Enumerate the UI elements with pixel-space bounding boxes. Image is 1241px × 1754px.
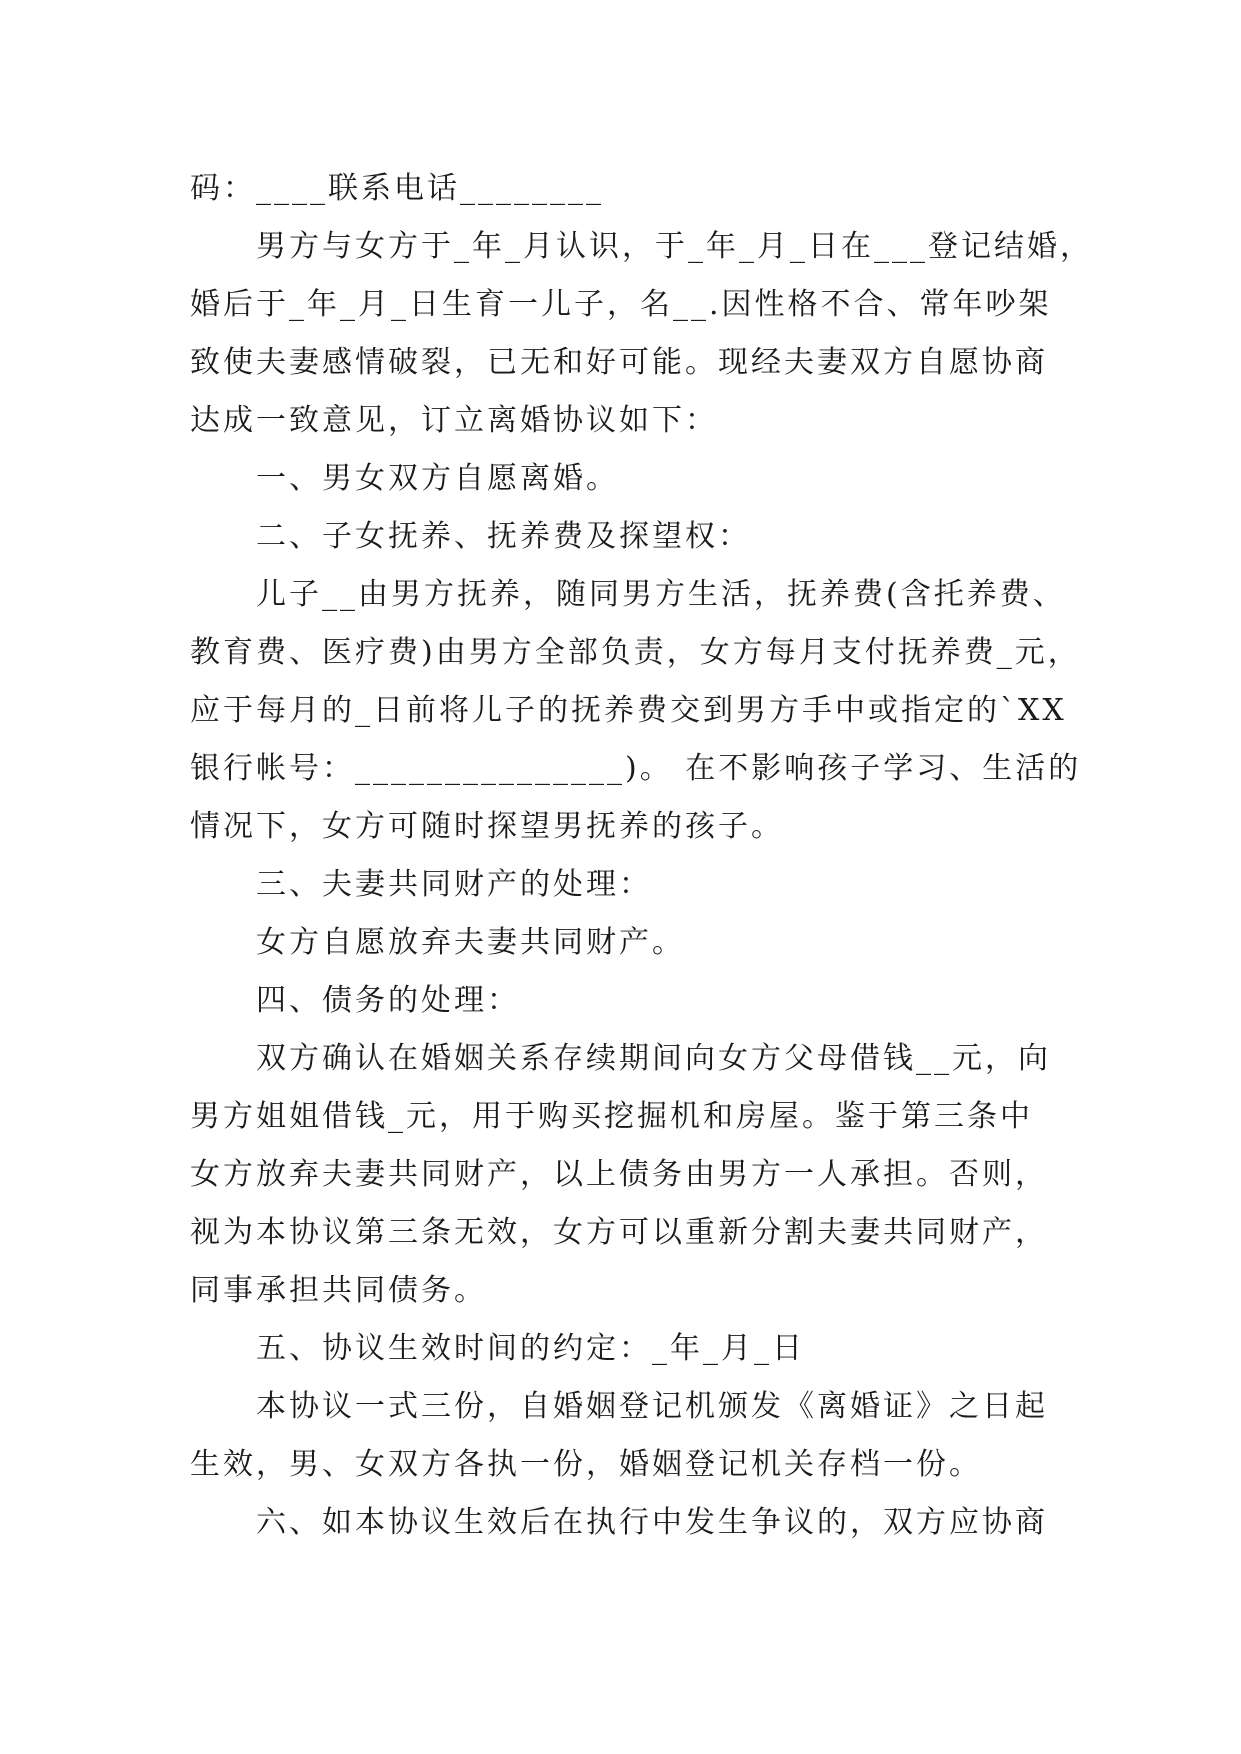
text-line: 同事承担共同债务。 [190, 1273, 487, 1308]
text-line: 致使夫妻感情破裂，已无和好可能。现经夫妻双方自愿协商 [190, 345, 1048, 380]
text-line: 生效，男、女双方各执一份，婚姻登记机关存档一份。 [190, 1447, 982, 1482]
text-line: 儿子__由男方抚养，随同男方生活，抚养费(含托养费、 [256, 577, 1066, 612]
text-line: 应于每月的_日前将儿子的抚养费交到男方手中或指定的`XX [190, 693, 1067, 728]
text-line: 女方放弃夫妻共同财产，以上债务由男方一人承担。否则， [190, 1157, 1048, 1192]
section-heading-6: 六、如本协议生效后在执行中发生争议的，双方应协商 [256, 1505, 1048, 1540]
section-heading-3: 三、夫妻共同财产的处理： [256, 867, 652, 902]
section-heading-5: 五、协议生效时间的约定：_年_月_日 [256, 1331, 805, 1366]
text-line: 银行帐号：_______________)。 在不影响孩子学习、生活的 [190, 751, 1082, 786]
text-line: 视为本协议第三条无效，女方可以重新分割夫妻共同财产， [190, 1215, 1048, 1250]
text-line: 女方自愿放弃夫妻共同财产。 [256, 925, 685, 960]
section-heading-2: 二、子女抚养、抚养费及探望权： [256, 519, 751, 554]
text-line: 双方确认在婚姻关系存续期间向女方父母借钱__元，向 [256, 1041, 1051, 1076]
text-line: 男方与女方于_年_月认识，于_年_月_日在___登记结婚， [256, 229, 1093, 264]
text-line: 达成一致意见，订立离婚协议如下： [190, 403, 718, 438]
document-body [190, 160, 1093, 1552]
text-line: 男方姐姐借钱_元，用于购买挖掘机和房屋。鉴于第三条中 [190, 1099, 1033, 1134]
text-line: 教育费、医疗费)由男方全部负责，女方每月支付抚养费_元， [190, 635, 1081, 670]
text-line: 情况下，女方可随时探望男抚养的孩子。 [190, 809, 784, 844]
text-line: 码：____联系电话________ [190, 171, 604, 206]
section-heading-1: 一、男女双方自愿离婚。 [256, 461, 619, 496]
text-line: 本协议一式三份，自婚姻登记机颁发《离婚证》之日起 [256, 1389, 1048, 1424]
section-heading-4: 四、债务的处理： [256, 983, 520, 1018]
text-line: 婚后于_年_月_日生育一儿子，名__.因性格不合、常年吵架 [190, 287, 1052, 322]
